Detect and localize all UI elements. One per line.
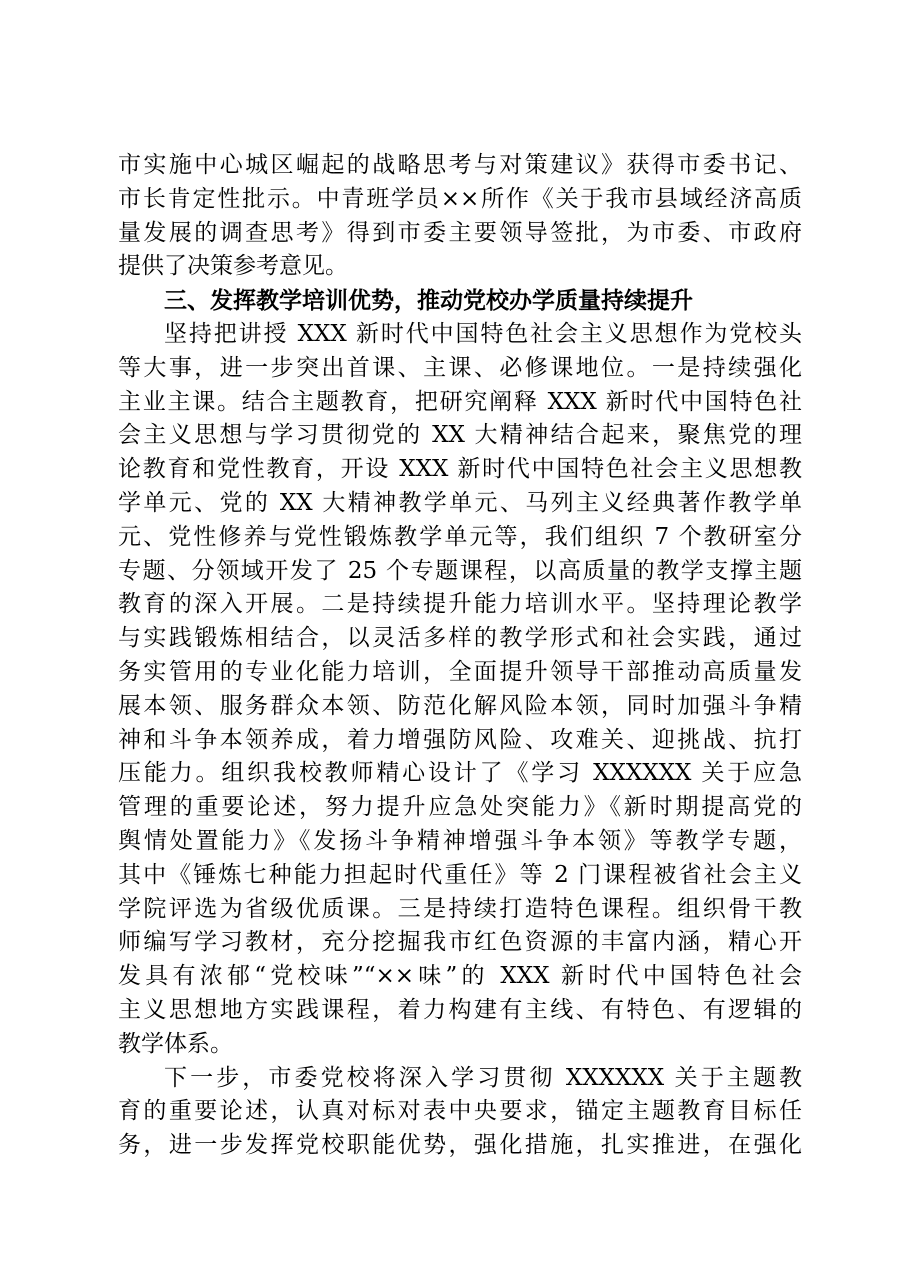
paragraph-line: 育的重要论述，认真对标对表中央要求，锚定主题教育目标任	[118, 1098, 802, 1125]
paragraph-line: 提供了决策参考意见。	[118, 253, 348, 280]
heading-text: 三、发挥教学培训优势，推动党校办学质量持续提升	[164, 287, 693, 315]
paragraph-line: 务，进一步发挥党校职能优势，强化措施，扎实推进，在强化	[118, 1132, 802, 1159]
paragraph-line: 舆情处置能力》《发扬斗争精神增强斗争本领》等教学专题，	[118, 827, 802, 854]
paragraph-line: 市实施中心城区崛起的战略思考与对策建议》获得市委书记、	[118, 152, 802, 178]
paragraph-line: 神和斗争本领养成，着力增强防风险、攻难关、迎挑战、抗打	[118, 726, 802, 753]
paragraph-line: 务实管用的专业化能力培训，全面提升领导干部推动高质量发	[118, 658, 802, 685]
paragraph-line: 展本领、服务群众本领、防范化解风险本领，同时加强斗争精	[118, 692, 802, 719]
paragraph-line: 市长肯定性批示。中青班学员××所作《关于我市县域经济高质	[118, 185, 802, 212]
paragraph-line: 专题、分领域开发了 25 个专题课程，以高质量的教学支撑主题	[118, 557, 802, 584]
body-paragraph	[118, 149, 802, 284]
paragraph-line: 与实践锻炼相结合，以灵活多样的教学形式和社会实践，通过	[118, 625, 802, 652]
body-paragraph	[118, 1062, 802, 1163]
paragraph-line: 坚持把讲授 XXX 新时代中国特色社会主义思想作为党校头	[164, 320, 802, 347]
paragraph-line: 会主义思想与学习贯彻党的 XX 大精神结合起来，聚焦党的理	[118, 422, 802, 449]
section-heading	[118, 284, 802, 318]
paragraph-line: 师编写学习教材，充分挖掘我市红色资源的丰富内涵，精心开	[118, 929, 802, 956]
paragraph-line: 其中《锤炼七种能力担起时代重任》等 2 门课程被省社会主义	[118, 861, 802, 888]
paragraph-line: 主义思想地方实践课程，着力构建有主线、有特色、有逻辑的	[118, 996, 802, 1023]
paragraph-line: 学院评选为省级优质课。三是持续打造特色课程。组织骨干教	[118, 895, 802, 922]
paragraph-line: 下一步，市委党校将深入学习贯彻 XXXXXX 关于主题教	[164, 1064, 802, 1091]
paragraph-line: 管理的重要论述，努力提升应急处突能力》《新时期提高党的	[118, 794, 802, 821]
paragraph-line: 发具有浓郁“党校味”“××味”的 XXX 新时代中国特色社会	[118, 963, 802, 990]
paragraph-line: 主业主课。结合主题教育，把研究阐释 XXX 新时代中国特色社	[118, 388, 802, 415]
paragraph-line: 学单元、党的 XX 大精神教学单元、马列主义经典著作教学单	[118, 489, 802, 516]
body-paragraph	[118, 318, 802, 1062]
paragraph-line: 元、党性修养与党性锻炼教学单元等，我们组织 7 个教研室分	[118, 523, 802, 550]
paragraph-line: 压能力。组织我校教师精心设计了《学习 XXXXXX 关于应急	[118, 760, 802, 787]
document-body	[118, 149, 802, 1163]
paragraph-line: 量发展的调查思考》得到市委主要领导签批，为市委、市政府	[118, 219, 802, 246]
paragraph-line: 等大事，进一步突出首课、主课、必修课地位。一是持续强化	[118, 354, 802, 381]
paragraph-line: 论教育和党性教育，开设 XXX 新时代中国特色社会主义思想教	[118, 456, 802, 483]
paragraph-line: 教学体系。	[118, 1030, 233, 1057]
paragraph-line: 教育的深入开展。二是持续提升能力培训水平。坚持理论教学	[118, 591, 802, 618]
